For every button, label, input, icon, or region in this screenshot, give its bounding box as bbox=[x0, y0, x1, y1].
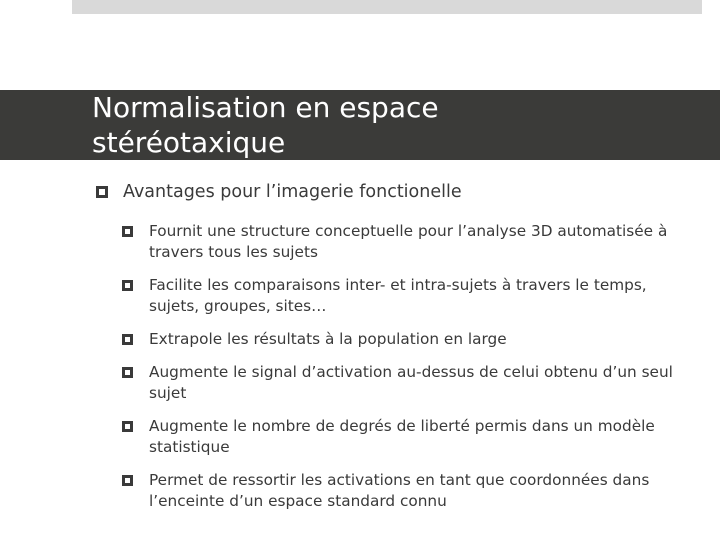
square-bullet-icon bbox=[96, 186, 108, 198]
list-item-text: Avantages pour l’imagerie fonctionelle bbox=[123, 182, 462, 202]
square-bullet-icon bbox=[122, 421, 133, 432]
square-bullet-icon bbox=[122, 475, 133, 486]
slide-title-line-1: Normalisation en espace bbox=[92, 91, 439, 124]
list-item-text: Permet de ressortir les activations en tant que coordonnées dans l’enceinte d’un espace standard connu bbox=[149, 471, 650, 510]
list-item-text: Fournit une structure conceptuelle pour l’analyse 3D automatisée à travers tous les sujets bbox=[149, 222, 668, 261]
square-bullet-icon bbox=[122, 226, 133, 237]
list-item-text: Extrapole les résultats à la population en large bbox=[149, 330, 507, 348]
bullet-list bbox=[96, 180, 696, 215]
list-item-text: Augmente le signal d’activation au-dessus de celui obtenu d’un seul sujet bbox=[149, 363, 673, 402]
slide-title bbox=[92, 90, 692, 160]
list-item bbox=[122, 416, 682, 458]
list-item bbox=[122, 470, 682, 512]
top-decorative-bar bbox=[72, 0, 702, 14]
list-item bbox=[122, 329, 682, 350]
slide-title-line-2: stéréotaxique bbox=[92, 126, 286, 159]
list-item-level-1 bbox=[96, 180, 696, 204]
square-bullet-icon bbox=[122, 334, 133, 345]
list-item-text: Facilite les comparaisons inter- et intra-sujets à travers le temps, sujets, groupes, sites… bbox=[149, 276, 647, 315]
list-item-text: Augmente le nombre de degrés de liberté permis dans un modèle statistique bbox=[149, 417, 655, 456]
list-item bbox=[122, 362, 682, 404]
list-item bbox=[122, 275, 682, 317]
square-bullet-icon bbox=[122, 367, 133, 378]
list-item bbox=[122, 221, 682, 263]
square-bullet-icon bbox=[122, 280, 133, 291]
sub-bullet-list bbox=[122, 221, 682, 524]
